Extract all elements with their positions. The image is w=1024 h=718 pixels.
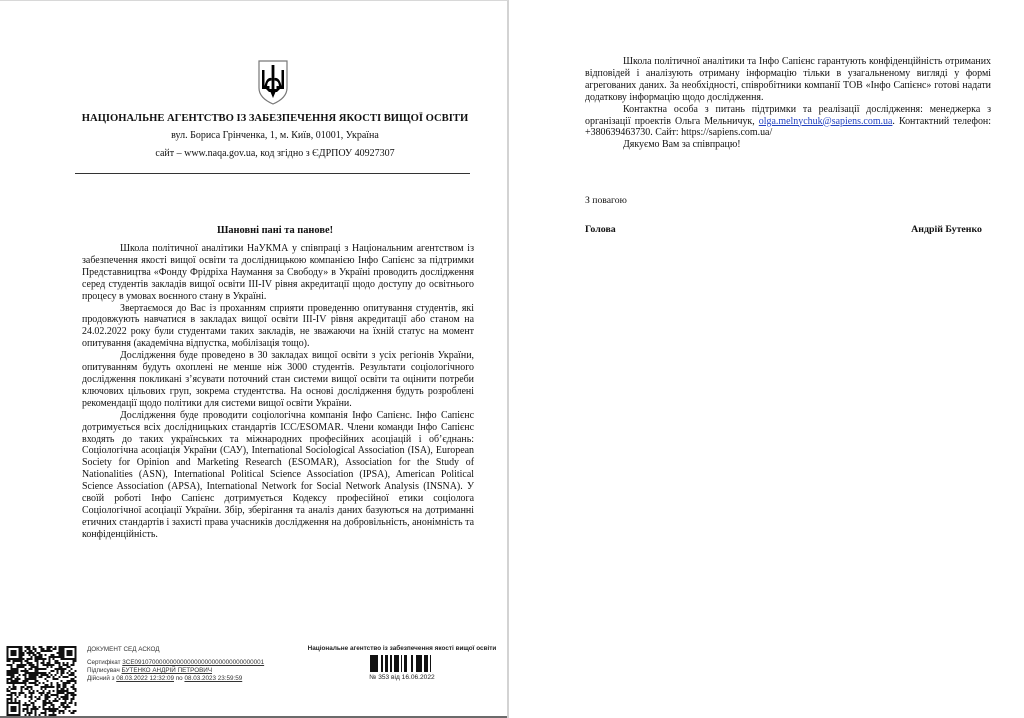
contact-prefix: Контактна особа з питань підтримки та реалізації дослідження: менеджерка з організації проектів Ольга Мельничук, bbox=[585, 103, 991, 127]
contact-suffix: . Контактний телефон: +380639463730. Сайт: https://sapiens.com.ua/ bbox=[585, 115, 991, 139]
barcode-icon bbox=[370, 655, 434, 672]
body-paragraph: Звертаємося до Вас із проханням сприяти проведенню опитування студентів, які продовжують навчатися в закладах вищої освіти ІІІ-IV рівня акредитації або станом на 24.02.2022 року були студентами таких закладів, не зважаючи на їхній статус на момент опитування (академічна відпустка, мобілізація тощо). bbox=[82, 302, 474, 350]
thanks-line: Дякуємо Вам за співпрацю! bbox=[623, 139, 741, 151]
signer-full-name: Андрій Бутенко bbox=[911, 224, 982, 235]
agency-address: вул. Бориса Грінченка, 1, м. Київ, 01001, Україна bbox=[171, 130, 379, 141]
letter-page-2 bbox=[511, 0, 1024, 718]
signer-role: Голова bbox=[585, 224, 616, 235]
body-paragraph: Дослідження буде проведено в 30 закладах вищої освіти з усіх регіонів України, опитуванням будуть охоплені не менше ніж 3000 студентів. Результати соціологічного дослідження покликані з’ясувати поточний стан системи вищої освіти та оцінити потреби ключових цільових груп, зокрема студентства. На основі дослідження будуть розроблені рекомендації щодо політики для системи вищої освіти України. bbox=[82, 350, 474, 409]
certificate-line bbox=[87, 659, 264, 667]
trident-coat-of-arms-icon bbox=[256, 58, 290, 106]
confidentiality-paragraph: Школа політичної аналітики та Інфо Сапієнс гарантують конфіденційність отриманих відповідей і аналізують отриману інформацію тільки в узагальненому вигляді у формі агрегованих даних. За необхідності, співробітники компанії ТОВ «Інфо Сапієнс» готові надати додаткову інформацію щодо дослідження. bbox=[585, 56, 991, 103]
agency-name: НАЦІОНАЛЬНЕ АГЕНТСТВО ІЗ ЗАБЕЗПЕЧЕННЯ ЯКОСТІ ВИЩОЇ ОСВІТИ bbox=[81, 113, 469, 124]
certificate-label: Сертифікат bbox=[87, 659, 123, 667]
registration-stamp bbox=[302, 645, 502, 681]
agency-site-line: сайт – www.naqa.gov.ua, код згідно з ЄДРПОУ 40927307 bbox=[155, 148, 395, 159]
valid-to-label: по bbox=[174, 675, 185, 683]
registration-organization: Національне агентство із забезпечення якості вищої освіти bbox=[307, 645, 497, 652]
registration-number: № 353 від 16.06.2022 bbox=[369, 674, 435, 681]
e-signature-system: ДОКУМЕНТ СЕД АСКОД bbox=[87, 646, 160, 653]
valid-to: 08.03.2023 23:59:59 bbox=[184, 675, 243, 683]
e-signature-stamp bbox=[87, 646, 264, 683]
signer-name: БУТЕНКО АНДРІЙ ПЕТРОВИЧ bbox=[121, 667, 213, 675]
letter-body-continued bbox=[585, 56, 991, 151]
certificate-number: 3CE0910700000000000000000000000000000001 bbox=[122, 659, 265, 667]
body-paragraph: Школа політичної аналітики НаУКМА у співпраці з Національним агентством із забезпечення якості вищої освіти та дослідницькою компанією Інфо Сапієнс за підтримки Представництва «Фонду Фрідріха Наумання за Свободу» в Україні проводить дослідження серед студентів закладів вищої освіти ІІІ-IV рівня акредитації щодо доступу до освітнього процесу в умовах воєнного стану в Україні. bbox=[82, 243, 474, 302]
salutation: Шановні пані та панове! bbox=[216, 225, 334, 236]
validity-line bbox=[87, 675, 264, 683]
letter-page-1 bbox=[0, 0, 509, 718]
contact-email-link[interactable]: olga.melnychuk@sapiens.com.ua bbox=[758, 115, 893, 127]
signer-label: Підписувач bbox=[87, 667, 122, 675]
contact-paragraph bbox=[585, 104, 991, 140]
body-paragraph: Дослідження буде проводити соціологічна компанія Інфо Сапієнс. Інфо Сапієнс дотримується всіх дослідницьких стандартів ICC/ESOMAR. Члени команди Інфо Сапієнс входять до таких українських та міжнародних професійних асоціацій і об’єднань: Соціологічна асоціація України (САУ), International Sociological Association (ISA), European Society for Opinion and Marketing Research (ESOMAR), Association for the Study of Nationalities (ASN), International Political Science Association (IPSA), American Political Science Association (APSA), International Network for Social Network Analysis (INSNA). У своїй роботі Інфо Сапієнс дотримується Кодексу професійної етики соціолога Соціологічної асоціації України. Збір, зберігання та аналіз даних базуються на дотриманні етичних стандартів і захисті права учасників дослідження на добровільність, анонімність та конфіденційність. bbox=[82, 409, 474, 540]
valid-from: 08.03.2022 12:32:09 bbox=[116, 675, 175, 683]
closing-regards: З повагою bbox=[585, 195, 627, 206]
valid-from-label: Дійсний з bbox=[87, 675, 117, 683]
letterhead-divider bbox=[75, 173, 470, 174]
qr-code-icon bbox=[6, 646, 77, 716]
letter-body bbox=[82, 243, 474, 541]
